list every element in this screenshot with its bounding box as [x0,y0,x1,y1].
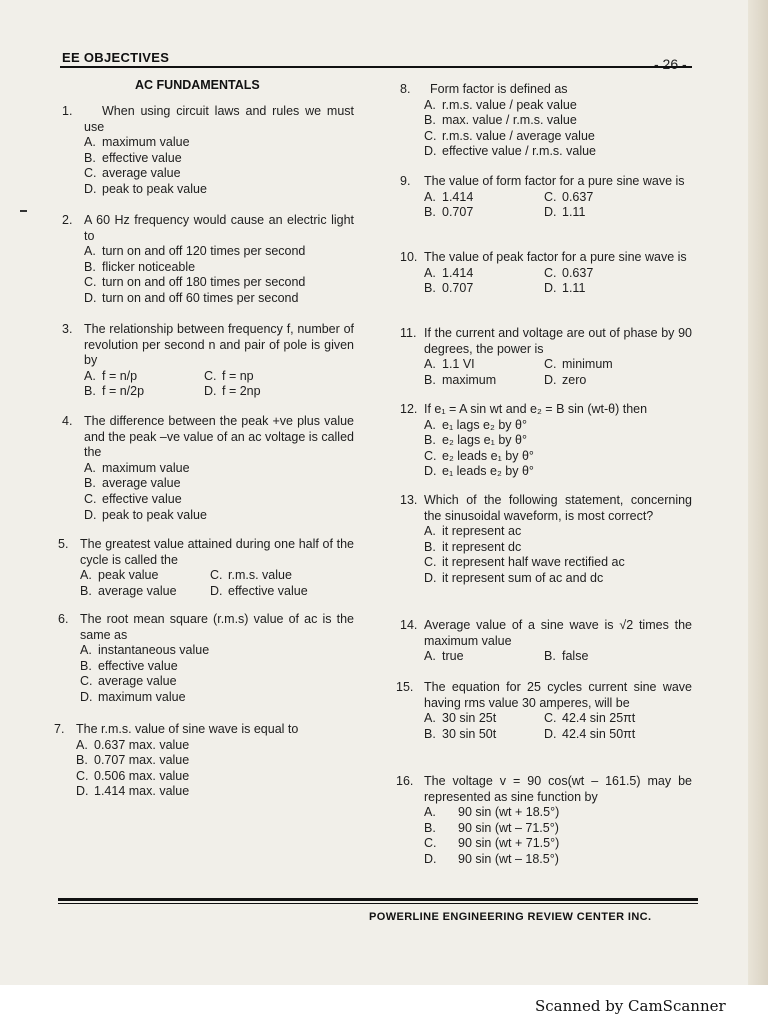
question-8 [400,82,692,160]
question-text: Form factor is defined as [430,82,568,96]
question-16 [396,774,692,868]
option-row: B. 0.707 D. 1.11 [424,281,586,296]
question-14 [400,618,692,665]
option: D. maximum value [80,689,186,704]
option: A. it represent ac [424,524,522,539]
option-row: A. f = n/p C. f = np [84,368,254,383]
option: A. 90 sin (wt + 18.5°) [424,805,560,820]
option-row: B. 30 sin 50t D. 42.4 sin 50πt [424,726,636,741]
question-text: The root mean square (r.m.s) value of ac is the same as [80,612,354,642]
question-text: If e₁ = A sin wt and e₂ = B sin (wt-θ) then [424,402,648,416]
question-number: 12. [400,402,418,416]
option: A. 0.637 max. value [76,737,190,752]
question-7 [54,722,354,800]
option: D. turn on and off 60 times per second [84,290,299,305]
option: A. r.m.s. value / peak value [424,97,577,112]
question-10 [400,250,692,297]
question-9 [400,174,692,221]
footer-rule-thick [58,898,698,901]
option: A. maximum value [84,135,190,150]
page-number: - 26 - [654,56,687,72]
question-text: Which of the following statement, concerning the sinusoidal waveform, is most correct? [424,493,692,523]
option-row: A. 30 sin 25t C. 42.4 sin 25πt [424,711,636,726]
option: B. it represent dc [424,539,522,554]
question-3 [62,322,354,400]
question-number: 5. [58,537,69,551]
question-text: Average value of a sine wave is √2 times the maximum value [424,618,692,648]
question-text: A 60 Hz frequency would cause an electric light to [84,213,354,243]
option: C. 0.506 max. value [76,768,190,783]
option: C. turn on and off 180 times per second [84,275,306,290]
question-text: The value of form factor for a pure sine wave is [424,174,685,188]
document-title: EE OBJECTIVES [62,50,170,65]
option: C. e₂ leads e₁ by θ° [424,448,534,463]
question-text: The equation for 25 cycles current sine wave having rms value 30 amperes, will be [424,680,692,710]
option-row: A. true B. false [424,649,589,664]
question-4 [62,414,354,523]
question-number: 6. [58,612,69,626]
question-13 [400,493,692,587]
question-number: 9. [400,174,411,188]
option: B. effective value [84,150,182,165]
option-row: B. maximum D. zero [424,372,587,387]
section-title: AC FUNDAMENTALS [135,78,260,92]
question-15 [396,680,692,742]
option-row: A. peak value C. r.m.s. value [80,568,292,583]
question-number: 16. [396,774,414,788]
question-number: 3. [62,322,73,336]
question-11 [400,326,692,388]
question-number: 14. [400,618,418,632]
question-text: The greatest value attained during one half of the cycle is called the [80,537,354,567]
footer-publisher: POWERLINE ENGINEERING REVIEW CENTER INC. [369,911,652,923]
option: D. 1.414 max. value [76,784,190,799]
question-text: The relationship between frequency f, number of revolution per second n and pair of pole is given by [84,322,354,368]
question-text: If the current and voltage are out of phase by 90 degrees, the power is [424,326,692,356]
question-number: 1. [62,104,73,118]
option: C. r.m.s. value / average value [424,128,595,143]
option: D. it represent sum of ac and dc [424,570,604,585]
option: C. average value [80,674,177,689]
option: D. 90 sin (wt – 18.5°) [424,851,559,866]
option-row: B. f = n/2p D. f = 2np [84,384,261,399]
option: C. average value [84,166,181,181]
option: D. peak to peak value [84,181,207,196]
option: B. flicker noticeable [84,259,196,274]
question-text: The r.m.s. value of sine wave is equal to [76,722,299,736]
question-1 [62,104,354,198]
question-number: 4. [62,414,73,428]
option: A. e₁ lags e₂ by θ° [424,417,527,432]
option-row: A. 1.414 C. 0.637 [424,189,594,204]
option: C. 90 sin (wt + 71.5°) [424,836,560,851]
question-12 [400,402,692,480]
option-row: B. 0.707 D. 1.11 [424,205,586,220]
question-text: When using circuit laws and rules we must use [84,104,354,134]
option-row: B. average value D. effective value [80,583,308,598]
option-row: A. 1.1 VI C. minimum [424,357,613,372]
question-number: 2. [62,213,73,227]
margin-mark [20,210,27,212]
header-rule [60,66,692,68]
question-number: 11. [400,326,417,340]
footer-rule-thin [58,903,698,904]
option: B. 90 sin (wt – 71.5°) [424,820,559,835]
question-number: 7. [54,722,65,736]
option: C. effective value [84,491,182,506]
option: B. max. value / r.m.s. value [424,113,577,128]
option-row: A. 1.414 C. 0.637 [424,265,594,280]
scanner-watermark: Scanned by CamScanner [535,997,726,1015]
question-5 [58,537,354,599]
option: C. it represent half wave rectified ac [424,555,625,570]
option: A. instantaneous value [80,643,210,658]
option: B. average value [84,476,181,491]
option: A. maximum value [84,460,190,475]
option: A. turn on and off 120 times per second [84,244,306,259]
question-number: 15. [396,680,414,694]
question-6 [58,612,354,706]
question-text: The value of peak factor for a pure sine wave is [424,250,687,264]
option: D. e₁ leads e₂ by θ° [424,464,534,479]
option: B. e₂ lags e₁ by θ° [424,433,527,448]
option: D. peak to peak value [84,507,207,522]
question-text: The difference between the peak +ve plus value and the peak –ve value of an ac voltage is called the [84,414,354,460]
option: D. effective value / r.m.s. value [424,144,597,159]
question-number: 13. [400,493,418,507]
option: B. 0.707 max. value [76,753,190,768]
question-2 [62,213,354,307]
question-text: The voltage v = 90 cos(wt – 161.5) may be represented as sine function by [424,774,692,804]
option: B. effective value [80,658,178,673]
page-edge-shadow [748,0,768,985]
question-number: 8. [400,82,411,96]
question-number: 10. [400,250,418,264]
